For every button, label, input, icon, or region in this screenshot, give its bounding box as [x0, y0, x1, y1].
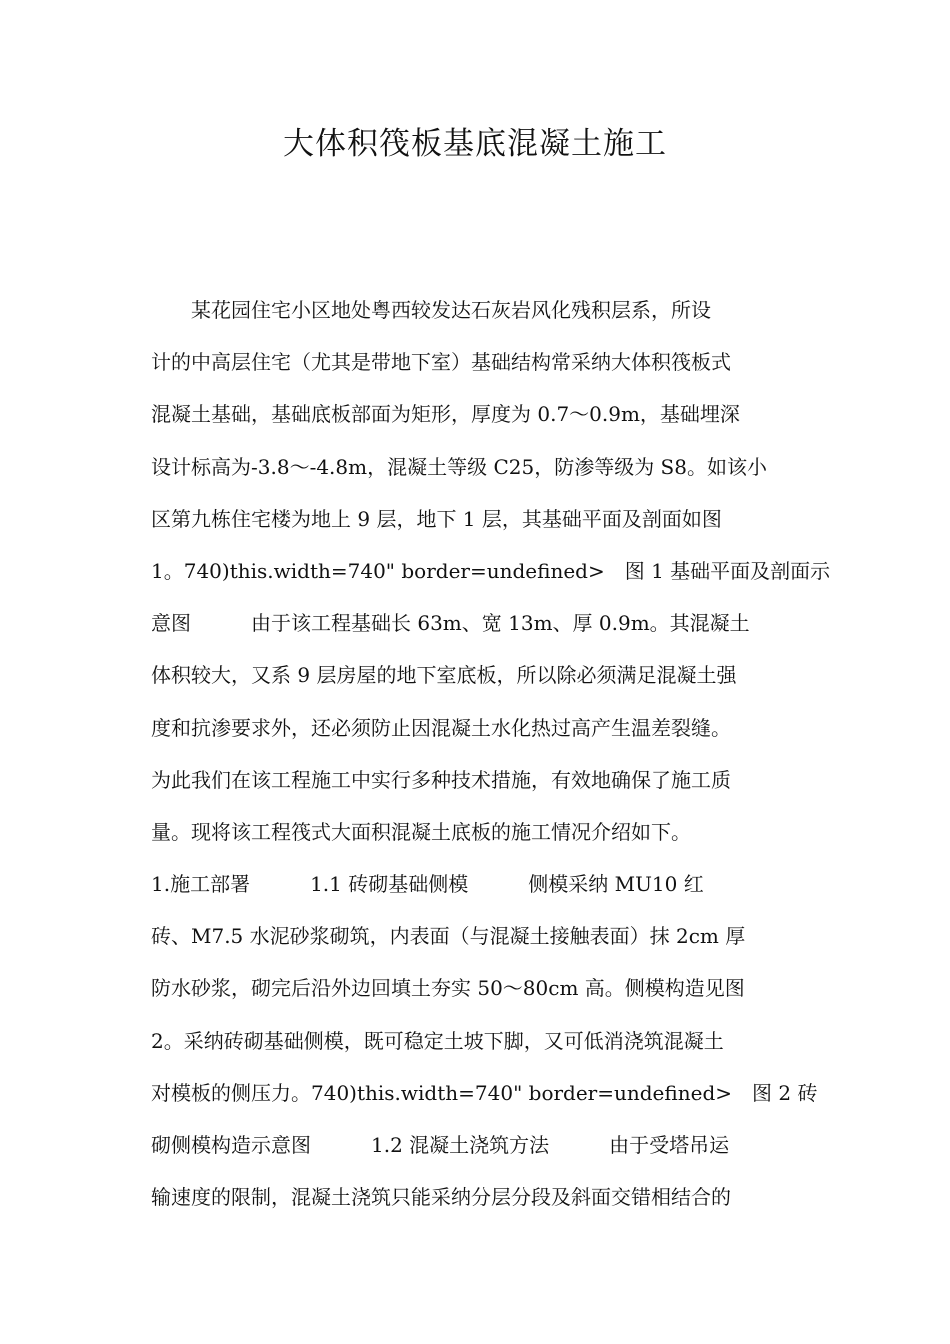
body-line-11: 量。现将该工程筏式大面积混凝土底板的施工情况介绍如下。	[151, 819, 691, 844]
body-line-8: 体积较大，又系 9 层房屋的地下室底板，所以除必须满足混凝土强	[151, 663, 737, 688]
body-line-15: 2。采纳砖砌基础侧模，既可稳定土坡下脚，又可低消浇筑混凝土	[151, 1028, 724, 1053]
body-line-7: 意图 由于该工程基础长 63m、宽 13m、厚 0.9m。其混凝土	[151, 611, 750, 636]
body-line-14: 防水砂浆，砌完后沿外边回填土夯实 50～80cm 高。侧模构造见图	[151, 976, 745, 1001]
body-line-17: 砌侧模构造示意图 1.2 混凝土浇筑方法 由于受塔吊运	[151, 1133, 730, 1157]
body-line-1: 某花园住宅小区地处粤西较发达石灰岩风化残积层系，所设	[151, 298, 711, 322]
body-line-3: 混凝土基础，基础底板部面为矩形，厚度为 0.7～0.9m，基础埋深	[151, 402, 740, 427]
document-body	[151, 292, 831, 1231]
body-line-13: 砖、M7.5 水泥砂浆砌筑，内表面（与混凝土接触表面）抹 2cm 厚	[151, 924, 746, 949]
body-line-12: 1.施工部署 1.1 砖砌基础侧模 侧模采纳 MU10 红	[151, 872, 704, 897]
body-line-2: 计的中高层住宅（尤其是带地下室）基础结构常采纳大体积筏板式	[151, 350, 731, 375]
document-title: 大体积筏板基底混凝土施工	[283, 126, 667, 162]
body-line-16: 对模板的侧压力。740)this.width=740" border=undefined> 图 2 砖	[151, 1080, 818, 1105]
body-line-6: 1。740)this.width=740" border=undefined> 图 1 基础平面及剖面示	[151, 558, 831, 583]
body-line-18: 输速度的限制，混凝土浇筑只能采纳分层分段及斜面交错相结合的	[151, 1185, 731, 1210]
body-line-5: 区第九栋住宅楼为地上 9 层，地下 1 层，其基础平面及剖面如图	[151, 506, 722, 531]
body-line-9: 度和抗渗要求外，还必须防止因混凝土水化热过高产生温差裂缝。	[151, 715, 731, 740]
body-line-10: 为此我们在该工程施工中实行多种技术措施，有效地确保了施工质	[151, 767, 731, 792]
body-line-4: 设计标高为-3.8～-4.8m，混凝土等级 C25，防渗等级为 S8。如该小	[151, 454, 767, 479]
